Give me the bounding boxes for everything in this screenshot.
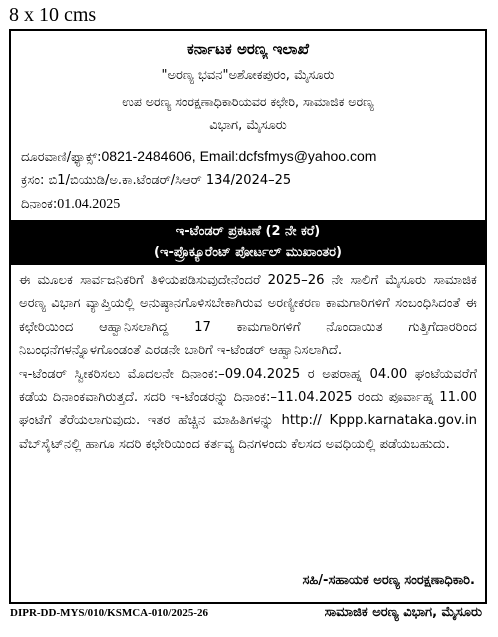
phone-label: ದೂರವಾಣಿ/ಫ್ಯಾಕ್ಸ್: xyxy=(21,150,102,165)
ad-size-label: 8 x 10 cms xyxy=(9,4,97,26)
address-line-1: "ಅರಣ್ಯ ಭವನ"ಅಶೋಕಪುರಂ, ಮೈಸೂರು xyxy=(161,68,335,83)
phone-email-value: 0821-2484606, Email:dcfsfmys@yahoo.com xyxy=(101,148,377,164)
contact-line xyxy=(21,147,376,167)
date-label: ದಿನಾಂಕ: xyxy=(21,197,58,212)
footer-office-name: ಸಾಮಾಜಿಕ ಅರಣ್ಯ ವಿಭಾಗ, ಮೈಸೂರು xyxy=(324,605,482,620)
date-value: 01.04.2025 xyxy=(57,197,121,212)
address-line-3: ವಿಭಾಗ, ಮೈಸೂರು xyxy=(209,118,287,133)
reference-number: ಕ್ರಸಂ: ಬಿ1/ಬಿಯುಡಿ/ಅ.ಕಾ.ಟೆಂಡರ್/ಸಿಆರ್ 134/2024–25 xyxy=(21,173,292,188)
signature-line: ಸಹಿ/-ಸಹಾಯಕ ಅರಣ್ಯ ಸಂರಕ್ಷಣಾಧಿಕಾರಿ. xyxy=(302,573,475,588)
dipr-code: DIPR-DD-MYS/010/KSMCA-010/2025-26 xyxy=(10,607,208,619)
body-paragraph-1: ಈ ಮೂಲಕ ಸಾರ್ವಜನಿಕರಿಗೆ ತಿಳಿಯಪಡಿಸುವುದೇನೆಂದರೆ 2025–26 ನೇ ಸಾಲಿಗೆ ಮೈಸೂರು ಸಾಮಾಜಿಕ ಅರಣ್ಯ ವಿಭಾಗ ವ್ಯಾಪ್ತಿಯಲ್ಲಿ ಅನುಷ್ಠಾನಗೊಳಿಸಬೇಕಾಗಿರುವ ಅರಣ್ಯೀಕರಣ ಕಾಮಗಾರಿಗಳಿಗೆ ಸಂಬಂಧಿಸಿದಂತೆ ಈ ಕಛೇರಿಯಿಂದ ಆಹ್ವಾನಿಸಲಾಗಿದ್ದ 17 ಕಾಮಗಾರಿಗಳಿಗೆ ನೊಂದಾಯಿತ ಗುತ್ತಿಗೆದಾರರಿಂದ ನಿಬಂಧನೆಗಳನ್ನೊಳಗೊಂಡಂತೆ ಎರಡನೇ ಬಾರಿಗೆ ಇ-ಟೆಂಡರ್ ಆಹ್ವಾನಿಸಲಾಗಿದೆ. xyxy=(19,273,477,359)
notice-date xyxy=(21,196,120,214)
body-paragraph-2: ಇ-ಟೆಂಡರ್ ಸ್ವೀಕರಿಸಲು ಮೊದಲನೇ ದಿನಾಂಕ:–09.04.2025 ರ ಅಪರಾಹ್ನ 04.00 ಘಂಟೆಯವರೆಗೆ ಕಡೆಯ ದಿನಾಂಕವಾಗಿರುತ್ತದೆ. ಸದರಿ ಇ-ಟೆಂಡರನ್ನು ದಿನಾಂಕ:–11.04.2025 ರಂದು ಪೂರ್ವಾಹ್ನ 11.00 ಘಂಟೆಗೆ ತೆರೆಯಲಾಗುವುದು. ಇತರ ಹೆಚ್ಚಿನ ಮಾಹಿತಿಗಳನ್ನು http:// Kppp.karnataka.gov.in ವೆಬ್‌ಸೈಟ್‌ನಲ್ಲಿ ಹಾಗೂ ಸದರಿ ಕಛೇರಿಯಿಂದ ಕರ್ತವ್ಯ ದಿನಗಳಂದು ಕೆಲಸದ ಅವಧಿಯಲ್ಲಿ ಪಡೆಯಬಹುದು. xyxy=(19,366,477,452)
address-line-2: ಉಪ ಅರಣ್ಯ ಸಂರಕ್ಷಣಾಧಿಕಾರಿಯವರ ಕಛೇರಿ, ಸಾಮಾಜಿಕ ಅರಣ್ಯ xyxy=(122,94,374,109)
tender-notice-box xyxy=(9,29,487,604)
tender-banner xyxy=(11,220,485,265)
notice-footer xyxy=(10,603,488,625)
banner-subtitle: (ಇ-ಪ್ರೊಕ್ಯೂರೆಂಟ್ ಪೋರ್ಟಲ್ ಮುಖಾಂತರ) xyxy=(154,245,342,260)
notice-body xyxy=(19,269,477,456)
notice-header xyxy=(11,31,485,217)
department-title: ಕರ್ನಾಟಕ ಅರಣ್ಯ ಇಲಾಖೆ xyxy=(187,40,309,58)
banner-title: ಇ-ಟೆಂಡರ್ ಪ್ರಕಟಣೆ (2 ನೇ ಕರೆ) xyxy=(175,224,321,239)
